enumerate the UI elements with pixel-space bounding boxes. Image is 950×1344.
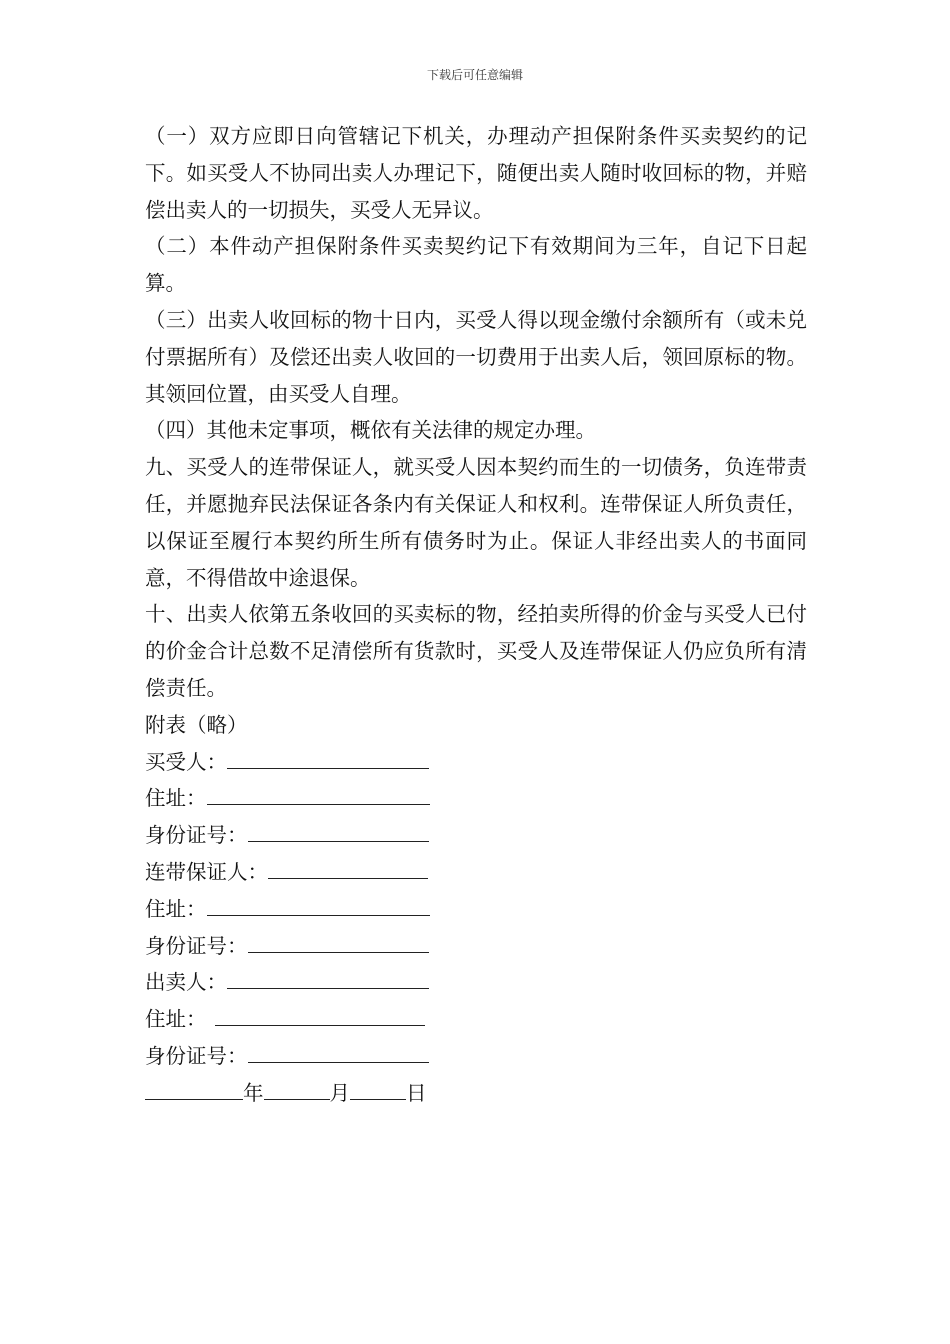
year-blank[interactable] xyxy=(145,1075,243,1100)
clause-paragraph: （三）出卖人收回标的物十日内，买受人得以现金缴付余额所有（或未兑付票据所有）及偿还出卖人收回的一切费用于出卖人后，领回原标的物。其领回位置，由买受人自理。 xyxy=(145,307,807,406)
buyer-blank[interactable] xyxy=(227,744,429,769)
month-blank[interactable] xyxy=(264,1075,330,1100)
appendix-note: 附表（略） xyxy=(145,712,248,737)
guarantor-address-blank[interactable] xyxy=(207,891,430,916)
year-label: 年 xyxy=(243,1080,264,1105)
buyer-address-field xyxy=(145,780,807,817)
buyer-id-field xyxy=(145,817,807,854)
seller-field xyxy=(145,964,807,1001)
field-label: 住址： xyxy=(145,896,207,921)
buyer-field xyxy=(145,744,807,781)
guarantor-id-field xyxy=(145,928,807,965)
seller-id-blank[interactable] xyxy=(248,1038,429,1063)
guarantor-field xyxy=(145,854,807,891)
clause-paragraph: （二）本件动产担保附条件买卖契约记下有效期间为三年，自记下日起算。 xyxy=(145,234,807,296)
guarantor-id-blank[interactable] xyxy=(248,928,429,953)
clause-paragraph: 九、买受人的连带保证人，就买受人因本契约而生的一切债务，负连带责任，并愿抛弃民法保证各条内有关保证人和权利。连带保证人所负责任，以保证至履行本契约所生所有债务时为止。保证人非经出卖人的书面同意，不得借故中途退保。 xyxy=(145,455,807,590)
date-line xyxy=(145,1075,807,1112)
field-label: 身份证号： xyxy=(145,1043,248,1068)
guarantor-address-field xyxy=(145,891,807,928)
seller-id-field xyxy=(145,1038,807,1075)
field-label: 买受人： xyxy=(145,749,227,774)
clause-paragraph: 十、出卖人依第五条收回的买卖标的物，经拍卖所得的价金与买受人已付的价金合计总数不足清偿所有货款时，买受人及连带保证人仍应负所有清偿责任。 xyxy=(145,602,807,700)
seller-address-field xyxy=(145,1001,807,1038)
guarantor-blank[interactable] xyxy=(268,854,428,879)
clause-paragraph: （一）双方应即日向管辖记下机关，办理动产担保附条件买卖契约的记下。如买受人不协同出卖人办理记下，随便出卖人随时收回标的物，并赔偿出卖人的一切损失，买受人无异议。 xyxy=(145,124,807,222)
day-blank[interactable] xyxy=(350,1075,406,1100)
page-header: 下载后可任意编辑 xyxy=(426,68,523,82)
field-label: 身份证号： xyxy=(145,823,248,848)
field-label: 住址： xyxy=(145,1007,207,1032)
document-body xyxy=(145,118,807,1112)
field-label: 连带保证人： xyxy=(145,859,268,884)
buyer-address-blank[interactable] xyxy=(207,780,430,805)
field-label: 身份证号： xyxy=(145,933,248,958)
buyer-id-blank[interactable] xyxy=(248,817,429,842)
field-label: 出卖人： xyxy=(145,970,227,995)
day-label: 日 xyxy=(406,1080,427,1105)
seller-address-blank[interactable] xyxy=(215,1001,425,1026)
clause-paragraph: （四）其他未定事项，概依有关法律的规定办理。 xyxy=(145,418,596,443)
seller-blank[interactable] xyxy=(227,964,429,989)
field-label: 住址： xyxy=(145,786,207,811)
month-label: 月 xyxy=(329,1080,350,1105)
